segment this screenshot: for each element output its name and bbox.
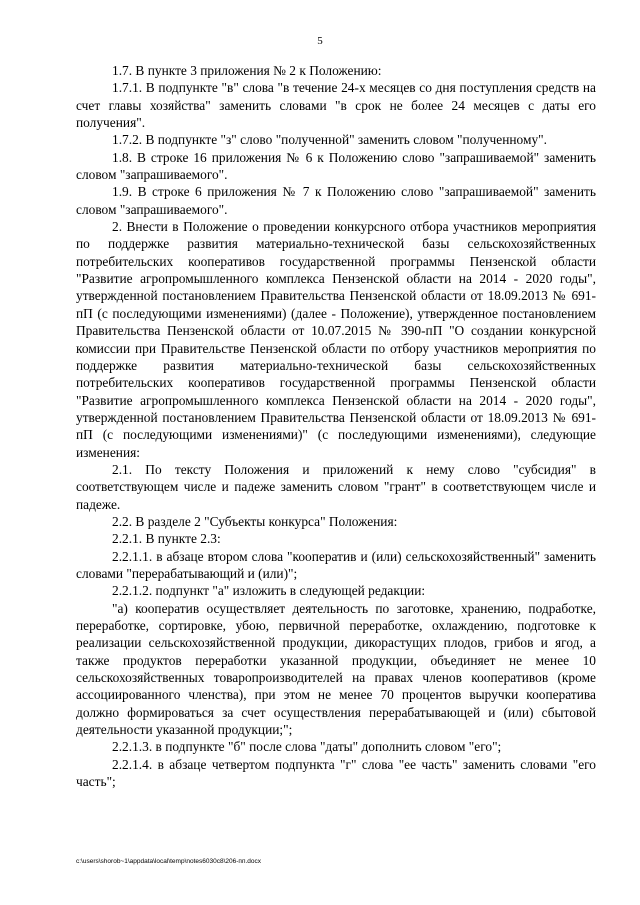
paragraph-2-2-1-1: 2.2.1.1. в абзаце втором слова "кооператив и (или) сельскохозяйственный" заменить словами "перерабатывающий и (или)"; (76, 548, 596, 581)
paragraph-2-2-1: 2.2.1. В пункте 2.3: (112, 531, 221, 547)
paragraph-1-7: 1.7. В пункте 3 приложения № 2 к Положению: (112, 63, 382, 78)
paragraph-2: 2. Внести в Положение о проведении конкурсного отбора участников мероприятия по поддержке развития материально-технической базы сельскохозяйственных потребительских кооперативов государственной программы Пензенской области "Развитие агропромышленного комплекса Пензенской области на 2014 - 2020 годы", утвержденной постановлением Правительства Пензенской области от 18.09.2013 № 691-пП (с последующими изменениями) (далее - Положение), утвержденное постановлением Правительства Пензенской области от 10.07.2015 № 390-пП "О создании конкурсной комиссии при Правительстве Пензенской области по отбору участников мероприятия по поддержке развития материально-технической базы сельскохозяйственных потребительских кооперативов государственной программы Пензенской области "Развитие агропромышленного комплекса Пензенской области на 2014 - 2020 годы", утвержденной постановлением Правительства Пензенской области от 18.09.2013 № 691-пП (с последующими изменениями)" (с последующими изменениями), следующие изменения: (76, 219, 596, 460)
page-number: 5 (317, 35, 323, 47)
paragraph-2-2-1-3: 2.2.1.3. в подпункте "б" после слова "даты" дополнить словом "его"; (112, 739, 502, 755)
paragraph-2-2-1-2: 2.2.1.2. подпункт "а" изложить в следующей редакции: (112, 583, 426, 599)
paragraph-1-9: 1.9. В строке 6 приложения № 7 к Положению слово "запрашиваемой" заменить словом "запрашиваемого". (76, 184, 596, 217)
paragraph-1-7-1: 1.7.1. В подпункте "в" слова "в течение 24-х месяцев со дня поступления средств на счет главы хозяйства" заменить словами "в срок не более 24 месяцев с даты его получения". (76, 80, 596, 131)
footer-file-path: c:\users\shorob~1\appdata\local\temp\notes6030c8\206-пп.docx (76, 858, 262, 865)
paragraph-subpoint-a-text: "а) кооператив осуществляет деятельность по заготовке, хранению, подработке, переработке, сортировке, убою, первичной переработке, охлаждению, подготовке к реализации сельскохозяйственной продукции, дикорастущих плодов, грибов и ягод, а также продуктов переработки указанной продукции, объединяет не менее 10 сельскохозяйственных товаропроизводителей на правах членов кооперативов (кроме ассоциированного членства), при этом не менее 70 процентов выручки кооператива должно формироваться за счет осуществления перерабатывающей и (или) сбытовой деятельности указанной продукции;"; (76, 600, 596, 738)
paragraph-1-8: 1.8. В строке 16 приложения № 6 к Положению слово "запрашиваемой" заменить словом "запрашиваемого". (76, 149, 596, 183)
paragraph-2-1: 2.1. По тексту Положения и приложений к нему слово "субсидия" в соответствующем числе и падеже заменить словом "грант" в соответствующем числе и падеже. (76, 461, 596, 512)
paragraph-2-2: 2.2. В разделе 2 "Субъекты конкурса" Положения: (112, 513, 398, 529)
paragraph-1-7-2: 1.7.2. В подпункте "з" слово "полученной" заменить словом "полученному". (112, 132, 547, 148)
document-body (76, 62, 596, 790)
paragraph-2-2-1-4: 2.2.1.4. в абзаце четвертом подпункта "г" слова "ее часть" заменить словами "его часть"; (76, 756, 596, 790)
